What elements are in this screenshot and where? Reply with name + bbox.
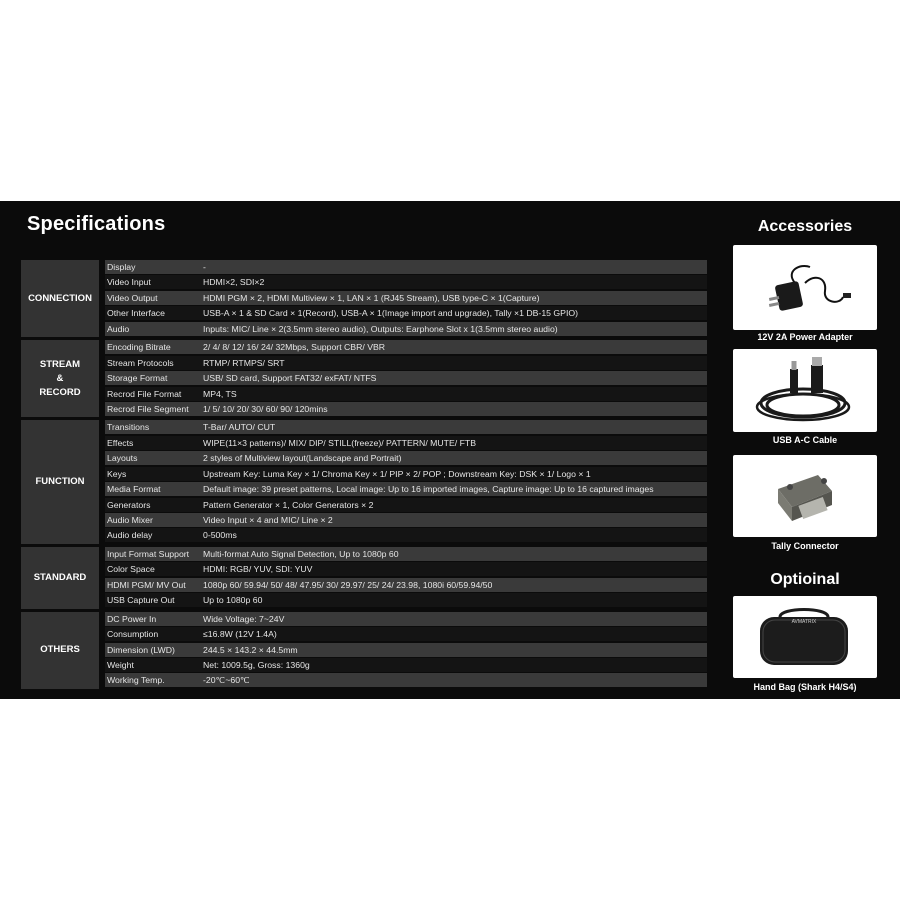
spec-value: T-Bar/ AUTO/ CUT — [203, 422, 276, 433]
spec-label: Stream Protocols — [107, 357, 174, 368]
spec-table — [21, 260, 707, 692]
spec-label: Transitions — [107, 422, 150, 433]
optional-caption: Hand Bag (Shark H4/S4) — [753, 682, 857, 692]
spec-row — [105, 643, 707, 657]
spec-row — [105, 578, 707, 592]
spec-group — [21, 612, 707, 689]
spec-label: Effects — [107, 437, 134, 448]
spec-label: Audio delay — [107, 530, 153, 541]
spec-group — [21, 547, 707, 609]
hand-bag-image — [733, 596, 877, 678]
usb-cable-icon — [745, 355, 865, 427]
spec-value: Video Input × 4 and MIC/ Line × 2 — [203, 515, 333, 525]
spec-label: Media Format — [107, 484, 161, 495]
spec-value: 1080p 60/ 59.94/ 50/ 48/ 47.95/ 30/ 29.97/ 25/ 24/ 23.98, 1080i 60/59.94/50 — [203, 579, 493, 590]
spec-group — [21, 420, 707, 544]
spec-row — [105, 420, 707, 434]
spec-row — [105, 612, 707, 626]
spec-row — [105, 275, 707, 289]
spec-value: WIPE(11×3 patterns)/ MIX/ DIP/ STILL(freeze)/ PATTERN/ MUTE/ FTB — [203, 437, 476, 448]
power-adapter-image — [733, 245, 877, 330]
spec-label: Input Format Support — [107, 548, 190, 559]
spec-label: Working Temp. — [107, 675, 165, 686]
spec-value: Default image: 39 preset patterns, Local image: Up to 16 imported images, Capture image: Up to 16 captured images — [203, 484, 654, 495]
spec-row — [105, 306, 707, 320]
category-label: FUNCTION — [21, 420, 99, 544]
spec-label: Generators — [107, 499, 151, 510]
spec-label: Recrod File Format — [107, 388, 182, 399]
accessory-caption: 12V 2A Power Adapter — [757, 332, 853, 342]
accessories-title: Accessories — [757, 218, 853, 235]
spec-label: Other Interface — [107, 308, 165, 319]
power-adapter-icon — [755, 253, 855, 323]
spec-label: Video Output — [107, 292, 158, 303]
spec-label: Audio — [107, 323, 130, 334]
spec-label: HDMI PGM/ MV Out — [107, 579, 186, 590]
spec-label: Keys — [107, 468, 127, 479]
spec-value: Wide Voltage: 7~24V — [203, 613, 285, 624]
spec-row — [105, 451, 707, 465]
spec-row — [105, 467, 707, 481]
spec-value: USB/ SD card, Support FAT32/ exFAT/ NTFS — [203, 373, 377, 384]
spec-value: HDMI×2, SDI×2 — [203, 277, 265, 288]
spec-label: DC Power In — [107, 613, 157, 624]
tally-connector-icon — [760, 461, 850, 531]
spec-value: 2 styles of Multiview layout(Landscape and Portrait) — [203, 453, 402, 464]
spec-row — [105, 291, 707, 305]
spec-row — [105, 498, 707, 512]
bag-brand: AVMATRIX — [791, 619, 817, 625]
spec-row — [105, 593, 707, 607]
spec-label: Layouts — [107, 453, 138, 464]
spec-value: 2/ 4/ 8/ 12/ 16/ 24/ 32Mbps, Support CBR/ VBR — [203, 342, 386, 353]
spec-value: Inputs: MIC/ Line × 2(3.5mm stereo audio), Outputs: Earphone Slot x 1(3.5mm stereo audio) — [203, 323, 558, 334]
spec-row — [105, 387, 707, 401]
spec-value: 244.5 × 143.2 × 44.5mm — [203, 644, 298, 655]
spec-value: -20℃~60℃ — [203, 674, 250, 685]
spec-label: Display — [107, 262, 136, 272]
spec-row — [105, 673, 707, 687]
spec-value: 0-500ms — [203, 530, 237, 541]
spec-value: - — [203, 262, 206, 272]
usb-cable-image — [733, 349, 877, 432]
spec-row — [105, 402, 707, 416]
spec-group — [21, 340, 707, 417]
spec-label: Weight — [107, 659, 134, 670]
spec-row — [105, 513, 707, 527]
spec-row — [105, 356, 707, 370]
spec-row — [105, 562, 707, 576]
spec-value: MP4, TS — [203, 388, 237, 399]
spec-value: Net: 1009.5g, Gross: 1360g — [203, 659, 310, 670]
spec-value: Multi-format Auto Signal Detection, Up to 1080p 60 — [203, 548, 399, 559]
hand-bag-icon — [750, 603, 860, 671]
category-label: STREAM & RECORD — [21, 340, 99, 417]
spec-value: Up to 1080p 60 — [203, 595, 263, 606]
spec-value: 1/ 5/ 10/ 20/ 30/ 60/ 90/ 120mins — [203, 403, 328, 414]
spec-row — [105, 436, 707, 450]
spec-row — [105, 340, 707, 354]
spec-row — [105, 322, 707, 336]
spec-label: Audio Mixer — [107, 515, 153, 525]
accessory-caption: USB A-C Cable — [772, 435, 838, 445]
accessory-caption: Tally Connector — [771, 541, 839, 551]
optional-title: Optioinal — [770, 571, 840, 588]
category-label: OTHERS — [21, 612, 99, 689]
spec-row — [105, 658, 707, 672]
spec-label: Dimension (LWD) — [107, 644, 175, 655]
spec-value: RTMP/ RTMPS/ SRT — [203, 357, 285, 368]
spec-value: Upstream Key: Luma Key × 1/ Chroma Key × 1/ PIP × 2/ POP ; Downstream Key: DSK × 1/ Logo × 1 — [203, 468, 591, 479]
spec-group — [21, 260, 707, 337]
spec-row — [105, 547, 707, 561]
spec-label: Storage Format — [107, 373, 168, 384]
spec-label: Consumption — [107, 629, 159, 640]
spec-label: Color Space — [107, 564, 155, 575]
spec-row — [105, 371, 707, 385]
spec-label: Video Input — [107, 277, 151, 288]
spec-value: Pattern Generator × 1, Color Generators × 2 — [203, 499, 374, 510]
spec-value: HDMI PGM × 2, HDMI Multiview × 1, LAN × 1 (RJ45 Stream), USB type-C × 1(Capture) — [203, 292, 540, 303]
spec-row — [105, 528, 707, 542]
spec-row — [105, 482, 707, 496]
category-label: STANDARD — [21, 547, 99, 609]
spec-value: ≤16.8W (12V 1.4A) — [203, 629, 277, 640]
spec-label: Encoding Bitrate — [107, 342, 171, 353]
spec-label: Recrod File Segment — [107, 403, 189, 414]
page-title: Specifications — [27, 213, 166, 235]
category-label: CONNECTION — [21, 260, 99, 337]
spec-row — [105, 260, 707, 274]
spec-value: HDMI: RGB/ YUV, SDI: YUV — [203, 564, 313, 575]
tally-connector-image — [733, 455, 877, 537]
spec-value: USB-A × 1 & SD Card × 1(Record), USB-A × 1(Image import and upgrade), Tally ×1 DB-15 GPIO) — [203, 308, 579, 319]
spec-label: USB Capture Out — [107, 595, 175, 606]
spec-row — [105, 627, 707, 641]
